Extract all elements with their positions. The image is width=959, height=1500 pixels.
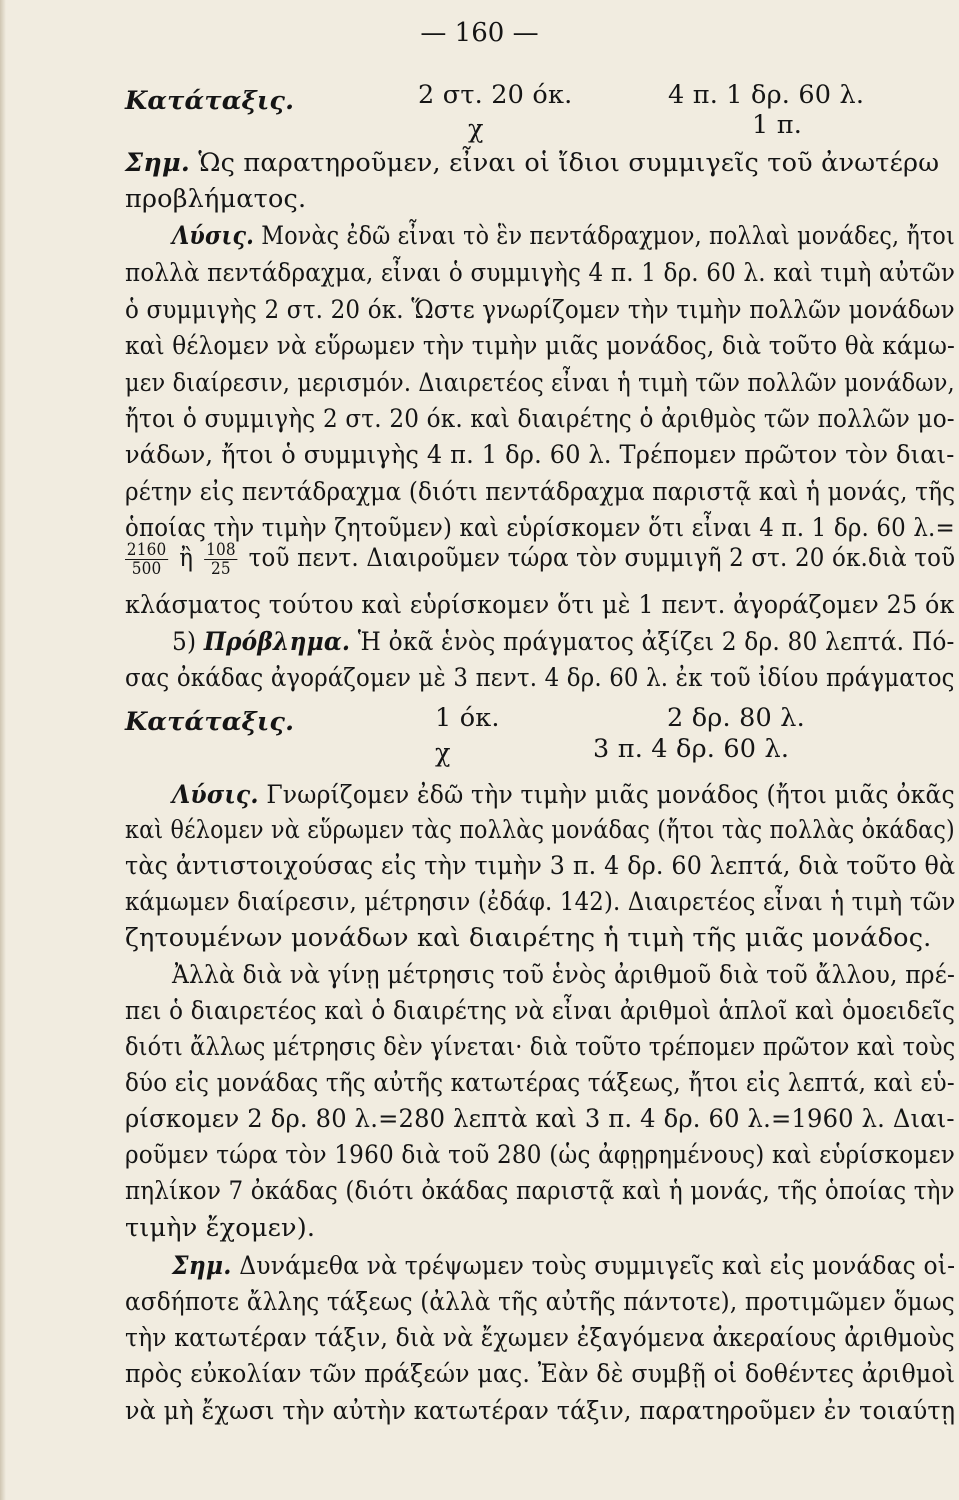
para-line: διότι ἄλλως μέτρησις δὲν γίνεται· διὰ τοῦτο τρέπομεν πρῶτον καὶ τοὺς	[125, 1032, 956, 1062]
sol2-first-line	[172, 780, 955, 810]
sol1-line: ἤτοι ὁ συμμιγὴς 2 στ. 20 όκ. καὶ διαιρέτης ὁ ἀριθμὸς τῶν πολλῶν μο-	[125, 404, 955, 434]
setup1-heading: Κατάταξις.	[125, 86, 295, 116]
fraction-line	[125, 540, 955, 578]
para-line: πηλίκον 7 ὀκάδας (διότι ὀκάδας παριστᾷ καὶ ἡ μονάς, τῆς ὁποίας τὴν	[125, 1176, 955, 1206]
setup2-given: 1 όκ.	[435, 703, 500, 733]
para-line: ρίσκομεν 2 δρ. 80 λ.=280 λεπτὰ καὶ 3 π. 4 δρ. 60 λ.=1960 λ. Διαι-	[125, 1104, 955, 1134]
fraction-2160-500	[125, 541, 168, 578]
problem-line	[172, 627, 955, 657]
para-line: Ἀλλὰ διὰ νὰ γίνῃ μέτρησις τοῦ ἑνὸς ἀριθμοῦ διὰ τοῦ ἄλλου, πρέ-	[172, 960, 956, 990]
note2-heading: Σημ.	[172, 1251, 232, 1281]
sol1-line: νάδων, ἤτοι ὁ συμμιγὴς 4 π. 1 δρ. 60 λ. Τρέπομεν πρῶτον τὸν διαι-	[125, 440, 955, 470]
fraction-denominator: 500	[131, 558, 162, 579]
setup2-amount: 3 π. 4 δρ. 60 λ.	[593, 734, 790, 764]
note1-line	[125, 148, 939, 178]
setup1-unknown: χ	[468, 114, 484, 144]
problem-heading: Πρόβλημα.	[203, 627, 351, 657]
para-line: πει ὁ διαιρετέος καὶ ὁ διαιρέτης νὰ εἶναι ἀριθμοὶ ἁπλοῖ καὶ ὁμοειδεῖς	[125, 996, 956, 1026]
page-number: — 160 —	[420, 18, 539, 48]
sol1-line: μεν διαίρεσιν, μερισμόν. Διαιρετέος εἶναι ἡ τιμὴ τῶν πολλῶν μονάδων,	[125, 368, 955, 398]
text-line: σας ὀκάδας ἀγοράζομεν μὲ 3 πεντ. 4 δρ. 60 λ. ἐκ τοῦ ἰδίου πράγματος	[125, 663, 955, 693]
note2-line: νὰ μὴ ἔχωσι τὴν αὐτὴν κατωτέραν τάξιν, παρατηροῦμεν ἐν τοιαύτῃ	[125, 1396, 956, 1426]
text-line: κλάσματος τούτου καὶ εὑρίσκομεν ὅτι μὲ 1 πεντ. ἀγοράζομεν 25 όκ	[125, 590, 955, 620]
para-line: τιμὴν ἔχομεν).	[125, 1213, 316, 1243]
sol1-line: ὁ συμμιγὴς 2 στ. 20 όκ. Ὥστε γνωρίζομεν τὴν τιμὴν πολλῶν μονάδων	[125, 295, 955, 325]
sol2-line: τὰς ἀντιστοιχούσας εἰς τὴν τιμὴν 3 π. 4 δρ. 60 λεπτά, διὰ τοῦτο θὰ	[125, 851, 956, 881]
note1-heading: Σημ.	[125, 148, 190, 178]
sol2-heading: Λύσις.	[172, 780, 259, 810]
setup1-price: 4 π. 1 δρ. 60 λ.	[668, 80, 865, 110]
setup1-given: 2 στ. 20 όκ.	[418, 80, 573, 110]
sol2-line: καὶ θέλομεν νὰ εὕρωμεν τὰς πολλὰς μονάδας (ἤτοι τὰς πολλὰς ὀκάδας)	[125, 815, 955, 845]
setup1-unit: 1 π.	[752, 110, 802, 140]
note2-text: Δυνάμεθα νὰ τρέψωμεν τοὺς συμμιγεῖς καὶ εἰς μονάδας οἱ-	[231, 1251, 956, 1281]
note2-line: ασδήποτε ἄλλης τάξεως (ἀλλὰ τῆς αὐτῆς πάντοτε), προτιμῶμεν ὅμως	[125, 1287, 955, 1317]
sol1-line: ρέτην εἰς πεντάδραχμα (διότι πεντάδραχμα παριστᾷ καὶ ἡ μονάς, τῆς	[125, 477, 956, 507]
fraction-numerator: 108	[206, 539, 236, 560]
sol1-line: πολλὰ πεντάδραχμα, εἶναι ὁ συμμιγὴς 4 π. 1 δρ. 60 λ. καὶ τιμὴ αὐτῶν	[125, 258, 956, 288]
page-edge-shadow	[0, 0, 6, 1500]
setup2-price: 2 δρ. 80 λ.	[667, 703, 805, 733]
sol1-first-line	[172, 221, 955, 251]
fraction-numerator: 2160	[126, 539, 167, 560]
sol1-first-text: Μονὰς ἐδῶ εἶναι τὸ ἓν πεντάδραχμον, πολλαὶ μονάδες, ἤτοι	[254, 221, 955, 251]
setup2-unknown: χ	[435, 738, 451, 768]
sol1-line: καὶ θέλομεν νὰ εὕρωμεν τὴν τιμὴν μιᾶς μονάδος, διὰ τοῦτο θὰ κάμω-	[125, 331, 956, 361]
sol1-line: ὁποίας τὴν τιμὴν ζητοῦμεν) καὶ εὑρίσκομεν ὅτι εἶναι 4 π. 1 δρ. 60 λ.=	[125, 513, 955, 543]
sol2-line: ζητουμένων μονάδων καὶ διαιρέτης ἡ τιμὴ τῆς μιᾶς μονάδος.	[125, 923, 932, 953]
para-line: ροῦμεν τώρα τὸν 1960 διὰ τοῦ 280 (ὡς ἀφῃρημένους) καὶ εὑρίσκομεν	[125, 1140, 956, 1170]
fraction-line-text: τοῦ πεντ. Διαιροῦμεν τώρα τὸν συμμιγῆ 2 στ. 20 όκ.διὰ τοῦ	[241, 543, 956, 573]
fraction-108-25	[204, 541, 237, 578]
problem-text: Ἡ ὀκᾶ ἑνὸς πράγματος ἀξίζει 2 δρ. 80 λεπτά. Πό-	[350, 627, 955, 657]
problem-number: 5)	[172, 627, 204, 657]
fraction-or: ἢ	[171, 543, 201, 573]
note1-text: Ὡς παρατηροῦμεν, εἶναι οἱ ἴδιοι συμμιγεῖς τοῦ ἀνωτέρω	[189, 148, 940, 178]
sol2-line: κάμωμεν διαίρεσιν, μέτρησιν (ἐδάφ. 142). Διαιρετέος εἶναι ἡ τιμὴ τῶν	[125, 887, 956, 917]
note2-first-line	[172, 1251, 955, 1281]
note2-line: τὴν κατωτέραν τάξιν, διὰ νὰ ἔχωμεν ἐξαγόμενα ἀκεραίους ἀριθμοὺς	[125, 1323, 955, 1353]
sol1-heading: Λύσις.	[172, 221, 255, 251]
text-line: προβλήματος.	[125, 184, 307, 214]
setup2-heading: Κατάταξις.	[125, 707, 295, 737]
sol2-first-text: Γνωρίζομεν ἐδῶ τὴν τιμὴν μιᾶς μονάδος (ἤτοι μιᾶς ὀκᾶς	[258, 780, 955, 810]
fraction-denominator: 25	[211, 558, 231, 579]
para-line: δύο εἰς μονάδας τῆς αὐτῆς κατωτέρας τάξεως, ἤτοι εἰς λεπτά, καὶ εὑ-	[125, 1068, 955, 1098]
note2-line: πρὸς εὐκολίαν τῶν πράξεών μας. Ἐὰν δὲ συμβῇ οἱ δοθέντες ἀριθμοὶ	[125, 1359, 956, 1389]
